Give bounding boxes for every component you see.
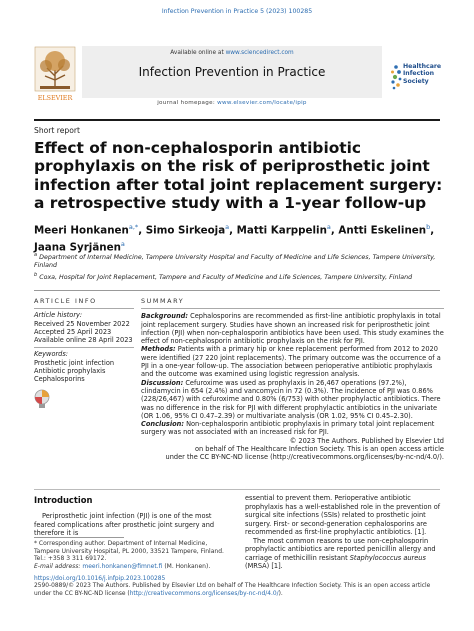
license-text: 2590-0889/© 2023 The Authors. Published by Elsevier Ltd on behalf of The Healthcare Infection Society. This is an open access article under the CC BY-NC-ND license ( [34, 583, 431, 597]
summary-methods [141, 345, 444, 378]
affiliation-item [34, 251, 444, 271]
keyword-item: Antibiotic prophylaxis [34, 367, 106, 376]
introduction-paragraph: essential to prevent them. Perioperative antibiotic prophylaxis has a well-established role in the prevention of surgical site infections (SSIs) related to prosthetic joint surgery. First- or second-generation cephalosporins are recommended as first-line prophylactic antibiotics. [1]. [245, 494, 441, 536]
author-name[interactable]: Antti Eskelinen [338, 224, 427, 237]
summary-background [141, 312, 444, 345]
license-link[interactable]: http://creativecommons.org/licenses/by-nc-nd/4.0/ [129, 590, 279, 597]
journal-title: Infection Prevention in Practice [138, 65, 326, 79]
affiliation-text: Coxa, Hospital for Joint Replacement, Tampere and Faculty of Medicine and Life Sciences, Tampere University, Finland [39, 273, 413, 281]
introduction-heading: Introduction [34, 495, 93, 505]
article-type: Short report [34, 126, 80, 135]
history-heading: Article history: [34, 311, 83, 320]
license-text: ). [278, 590, 283, 597]
summary-text: Cephalosporins are recommended as first-line antibiotic prophylaxis in total joint replacement surgery. Studies have shown an increased risk for periprosthetic joint infection (PJI) when non-cephalosporin antibiotics have been used. This study examines the effect of non-cephalosporin antibiotic prophylaxis on the risk for PJI. [141, 312, 444, 346]
copyright-line: on behalf of The Healthcare Infection Society. This is an open access article [195, 445, 444, 454]
author-separator: , [138, 224, 146, 237]
publisher-logo-text: ELSEVIER [37, 94, 73, 102]
society-logo [390, 60, 442, 100]
summary-label: Conclusion: [141, 420, 184, 429]
corresponding-author-text: * Corresponding author. Department of Internal Medicine, Tampere University Hospital, PL 2000, 33521 Tampere, Finland. Tel.: +358 3 311 69172. [34, 540, 224, 563]
header-rule [34, 119, 440, 121]
summary-label: Background: [141, 312, 189, 321]
homepage-label: journal homepage: [157, 100, 218, 106]
author-name[interactable]: Meeri Honkanen [34, 224, 129, 237]
author-affiliation-mark[interactable]: a [120, 239, 125, 248]
journal-reference-link[interactable]: Infection Prevention in Practice 5 (2023) 100285 [161, 8, 313, 15]
homepage-link[interactable]: www.elsevier.com/locate/ipip [217, 100, 307, 106]
affiliation-mark: b [34, 271, 38, 278]
keywords-heading: Keywords: [34, 350, 69, 359]
summary-column [141, 297, 444, 462]
keyword-item: Prosthetic joint infection [34, 358, 115, 367]
history-received: Received 25 November 2022 [34, 319, 130, 328]
elsevier-tree-logo-icon [34, 46, 76, 104]
introduction-paragraph [245, 537, 444, 571]
section-rule [34, 489, 440, 490]
society-line: Society [403, 77, 429, 85]
keyword-item: Cephalosporins [34, 375, 85, 384]
introduction-continued [245, 494, 444, 571]
corresponding-author-footnote [34, 540, 233, 570]
history-accepted: Accepted 25 April 2023 [34, 327, 112, 336]
summary-text: Non-cephalosporin antibiotic prophylaxis in primary total joint replacement surgery was not associated with an increased risk for PJI. [141, 420, 435, 437]
check-for-updates-icon[interactable] [34, 389, 50, 409]
organism-name: Staphylococcus aureus [349, 553, 426, 562]
society-line: Infection [403, 70, 434, 78]
copyright-line: © 2023 The Authors. Published by Elsevier Ltd [289, 436, 444, 445]
email-line [34, 563, 233, 571]
email-link[interactable]: meeri.honkanen@fimnet.fi [82, 562, 163, 570]
doi-link[interactable]: https://doi.org/10.1016/j.infpip.2023.100285 [34, 576, 166, 582]
license-statement [34, 583, 444, 598]
author-affiliation-mark[interactable]: a [326, 223, 331, 231]
keywords-rule [34, 347, 134, 348]
available-online [82, 50, 382, 56]
author-affiliation-mark[interactable]: a [225, 223, 230, 231]
author-affiliation-mark[interactable]: b [426, 223, 431, 231]
intro-text: The most common reasons to use non-cephalosporin prophylactic antibiotics are reported penicillin allergy and carriage of methicillin resistant [245, 536, 436, 562]
bottom-matter [34, 576, 444, 598]
article-title: Effect of non-cephalosporin antibiotic prophylaxis on the risk of periprosthetic joint infection after total joint replacement surgery: a retrospective study with a 1-year follow-up [34, 139, 443, 213]
available-online-label: Available online at [170, 50, 226, 56]
section-rule [34, 290, 440, 291]
summary-label: Discussion: [141, 378, 184, 387]
society-line: Healthcare [403, 63, 442, 70]
affiliation-item [34, 271, 444, 282]
summary-heading: SUMMARY [141, 297, 185, 305]
author-separator: , [330, 224, 339, 237]
footnote-rule [34, 537, 124, 538]
author-name[interactable]: Matti Karppelin [236, 224, 327, 237]
copyright-notice [141, 437, 444, 462]
article-info-heading: ARTICLE INFO [34, 297, 97, 305]
summary-discussion [141, 379, 444, 420]
author-separator: , [430, 224, 435, 237]
sciencedirect-link[interactable]: www.sciencedirect.com [225, 50, 294, 56]
author-separator: , [229, 224, 237, 237]
summary-rule [141, 308, 444, 309]
article-info-column [34, 297, 134, 411]
history-available: Available online 28 April 2023 [34, 336, 133, 345]
society-name [403, 63, 441, 85]
author-affiliation-mark[interactable]: a,* [128, 223, 139, 231]
author-list [34, 221, 444, 254]
email-label: E-mail address: [34, 562, 83, 570]
author-name[interactable]: Jaana Syrjänen [34, 241, 121, 254]
email-suffix: (M. Honkanen). [162, 562, 211, 570]
society-dots-icon [390, 64, 402, 90]
summary-label: Methods: [141, 345, 176, 354]
author-name[interactable]: Simo Sirkeoja [145, 224, 226, 237]
intro-text: (MRSA) [1]. [245, 562, 283, 570]
journal-homepage [82, 100, 382, 106]
affiliations [34, 251, 444, 282]
summary-conclusion [141, 420, 444, 437]
introduction-paragraph: Periprosthetic joint infection (PJI) is one of the most feared complications after prosthetic joint surgery and therefore it is [34, 512, 215, 537]
copyright-license-link[interactable]: under the CC BY-NC-ND license (http://creativecommons.org/licenses/by-nc-nd/4.0/). [165, 453, 444, 462]
summary-text: Patients with a primary hip or knee replacement performed from 2012 to 2020 were identified (27 220 joint replacements). The primary outcome was the occurrence of a PJI in a one-year follow-up. The association between perioperative antibiotic prophylaxis and the outcome was examined using logistic regression analysis. [141, 345, 441, 379]
affiliation-mark: a [34, 252, 38, 258]
affiliation-text: Department of Internal Medicine, Tampere University Hospital and Faculty of Medicine and Life Sciences, Tampere University, Finland [34, 254, 436, 270]
article-info-rule [34, 308, 134, 309]
summary-text: Cefuroxime was used as prophylaxis in 26,467 operations (97.2%), clindamycin in 654 (2.4%) and vancomycin in 72 (0.3%). The incidence of PJI was 0.86% (228/26,467) with cefuroxime and 0.80% (6/753) with other prophylactic antibiotics. There was no difference in the risk for PJI with different prophylactic antibiotics in the univariate (OR 1.06, 95% CI 0.47–2.39) or multivariate analysis (OR 1.02, 95% CI 0.45–2.30). [141, 378, 441, 420]
journal-masthead [34, 46, 440, 104]
